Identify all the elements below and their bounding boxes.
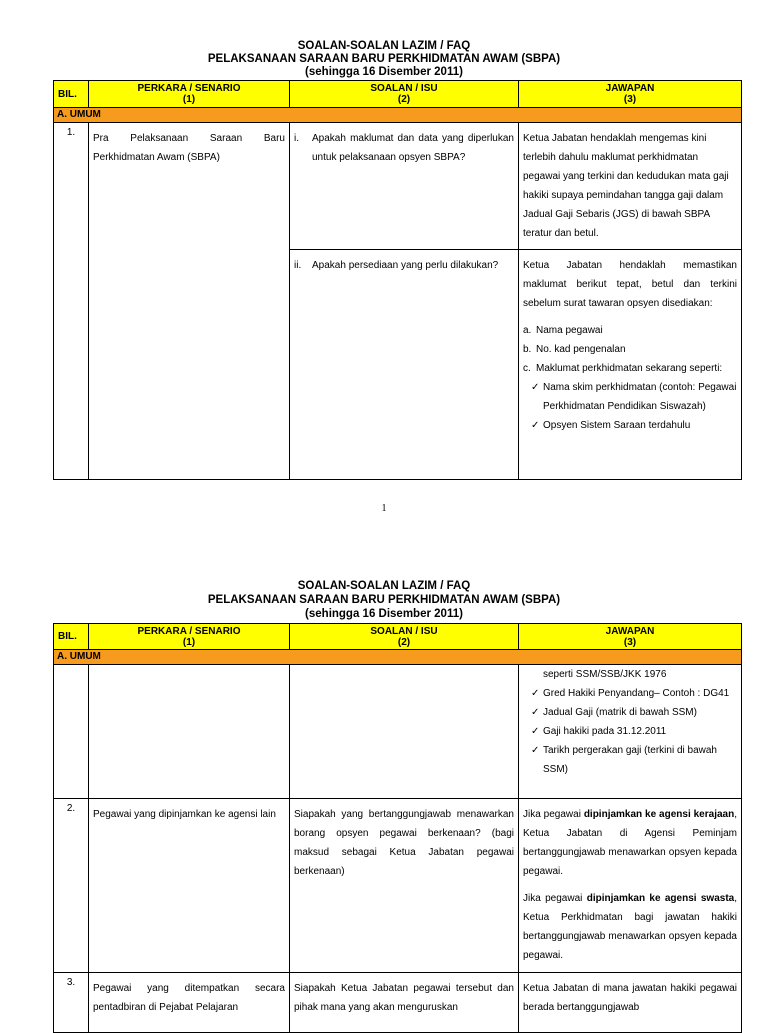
perkara-cell-empty [89, 665, 290, 799]
list-label: a. [523, 325, 532, 336]
answer-text: Ketua Jabatan hendaklah mengemas kini terlebih dahulu maklumat perkhidmatan pegawai yang terkini dan kedudukan mata gaji hakiki supaya pemindahan tangga gaji dalam Jadual Gaji Sebaris (JGS) di bawah SBPA teratur dan betul. [523, 133, 729, 239]
answer-text: , Ketua Jabatan di Agensi Peminjam bertanggungjawab menawarkan opsyen kepada pegawai. [523, 809, 737, 877]
soalan-cell-empty [290, 665, 519, 799]
list-label: b. [523, 344, 532, 355]
check-text: Tarikh pergerakan gaji (terkini di bawah SSM) [543, 745, 717, 775]
check-icon: ✓ [531, 707, 540, 718]
table-header-row [54, 624, 742, 650]
table-row [54, 799, 742, 973]
col-soalan-label: SOALAN / ISU [370, 83, 438, 94]
soalan-cell [290, 123, 519, 250]
check-icon: ✓ [531, 726, 540, 737]
faq-table-page-2 [53, 623, 742, 1033]
doc-title-line2: PELAKSANAAN SARAAN BARU PERKHIDMATAN AWAM (SBPA) [207, 594, 561, 606]
faq-table-page-1 [53, 80, 742, 480]
col-soalan-label: SOALAN / ISU [370, 625, 438, 637]
answer-paragraph [523, 889, 737, 965]
answer-block [519, 250, 741, 441]
col-bil-header: BIL. [54, 624, 89, 650]
perkara-text: Pegawai yang dipinjamkan ke agensi lain [93, 809, 276, 820]
answer-text: Jika pegawai [523, 809, 584, 820]
answer-emphasis: dipinjamkan ke agensi kerajaan [583, 809, 735, 820]
col-jawapan-label: JAWAPAN [605, 625, 655, 637]
doc-title-line3: (sehingga 16 Disember 2011) [305, 66, 463, 78]
answer-intro: Ketua Jabatan hendaklah memastikan maklumat berikut tepat, betul dan terkini sebelum surat tawaran opsyen disediakan: [523, 260, 737, 309]
list-label: c. [523, 363, 531, 374]
soalan-cell [290, 799, 519, 973]
section-row [54, 650, 742, 665]
page-number: 1 [381, 503, 387, 514]
perkara-cell [89, 123, 290, 480]
jawapan-cell [519, 799, 742, 973]
check-text: Opsyen Sistem Saraan terdahulu [543, 420, 691, 431]
col-jawapan-num: (3) [623, 94, 637, 105]
check-text: Nama skim perkhidmatan (contoh: Pegawai Perkhidmatan Pendidikan Siswazah) [543, 382, 737, 412]
answer-emphasis: dipinjamkan ke agensi swasta [586, 893, 735, 904]
perkara-cell [89, 799, 290, 973]
check-text: Gred Hakiki Penyandang– Contoh : DG41 [543, 688, 730, 699]
list-item [523, 321, 737, 340]
check-item [523, 703, 737, 722]
question-label: i. [294, 133, 299, 144]
check-item [523, 722, 737, 741]
table-header-row [54, 81, 742, 108]
table-row [54, 665, 742, 799]
doc-title-line2: PELAKSANAAN SARAAN BARU PERKHIDMATAN AWAM (SBPA) [207, 53, 561, 65]
question-item [290, 123, 518, 173]
jawapan-cell [519, 665, 742, 799]
doc-title-line3: (sehingga 16 Disember 2011) [305, 608, 463, 620]
section-row [54, 108, 742, 123]
answer-text: Jika pegawai [523, 893, 587, 904]
col-soalan-num: (2) [397, 636, 411, 648]
col-bil-header: BIL. [54, 81, 89, 108]
col-perkara-num: (1) [182, 636, 196, 648]
doc-title-line1: SOALAN-SOALAN LAZIM / FAQ [297, 580, 471, 592]
doc-title-line1: SOALAN-SOALAN LAZIM / FAQ [297, 40, 471, 52]
answer-text: Ketua Jabatan di mana jawatan hakiki pegawai berada bertanggungjawab [523, 983, 737, 1013]
col-jawapan-label: JAWAPAN [605, 83, 655, 94]
question-text: Apakah persediaan yang perlu dilakukan? [312, 260, 499, 271]
col-soalan-num: (2) [397, 94, 411, 105]
list-item [523, 340, 737, 359]
check-text: Jadual Gaji (matrik di bawah SSM) [543, 707, 697, 718]
check-item [523, 741, 737, 779]
list-text: Nama pegawai [536, 325, 603, 336]
answer-paragraph [523, 805, 737, 881]
section-label: A. UMUM [54, 108, 742, 123]
question-text: Apakah maklumat dan data yang diperlukan untuk pelaksanaan opsyen SBPA? [312, 133, 514, 163]
check-icon: ✓ [531, 688, 540, 699]
col-jawapan-header [519, 81, 742, 108]
perkara-text: Pegawai yang ditempatkan secara pentadbiran di Pejabat Pelajaran [93, 983, 285, 1013]
col-perkara-header [89, 624, 290, 650]
check-icon: ✓ [531, 420, 540, 431]
col-perkara-label: PERKARA / SENARIO [137, 625, 241, 637]
list-item [523, 359, 737, 378]
perkara-text: Pra Pelaksanaan Saraan Baru Perkhidmatan Awam (SBPA) [93, 133, 285, 163]
col-jawapan-header [519, 624, 742, 650]
jawapan-cell [519, 250, 742, 480]
col-jawapan-num: (3) [623, 636, 637, 648]
section-label: A. UMUM [54, 650, 742, 665]
check-item [523, 378, 737, 416]
col-perkara-num: (1) [182, 94, 196, 105]
row-number: 2. [54, 799, 89, 973]
table-row [54, 123, 742, 250]
soalan-cell [290, 250, 519, 480]
check-text: Gaji hakiki pada 31.12.2011 [543, 726, 667, 737]
question-text: Siapakah yang bertanggungjawab menawarkan borang opsyen pegawai berkenaan? (bagi maksud sebagai Ketua Jabatan pegawai berkenaan) [294, 809, 514, 877]
check-icon: ✓ [531, 382, 540, 393]
col-perkara-header [89, 81, 290, 108]
check-icon: ✓ [531, 745, 540, 756]
col-soalan-header [290, 81, 519, 108]
check-continued-text: seperti SSM/SSB/JKK 1976 [543, 669, 667, 680]
question-text: Siapakah Ketua Jabatan pegawai tersebut dan pihak mana yang akan menguruskan [294, 983, 514, 1013]
list-text: No. kad pengenalan [536, 344, 626, 355]
answer-block [519, 665, 741, 785]
row-number-empty [54, 665, 89, 799]
answer-block [519, 799, 741, 971]
row-number: 3. [54, 973, 89, 1033]
list-text: Maklumat perkhidmatan sekarang seperti: [536, 363, 723, 374]
check-item [523, 416, 737, 435]
answer-text: , Ketua Perkhidmatan bagi jawatan hakiki bertanggungjawab menawarkan opsyen kepada pegawai. [523, 893, 738, 961]
question-item [290, 250, 518, 281]
check-item [523, 684, 737, 703]
jawapan-cell [519, 123, 742, 250]
question-label: ii. [294, 260, 302, 271]
col-soalan-header [290, 624, 519, 650]
row-number: 1. [54, 123, 89, 480]
col-perkara-label: PERKARA / SENARIO [137, 83, 241, 94]
